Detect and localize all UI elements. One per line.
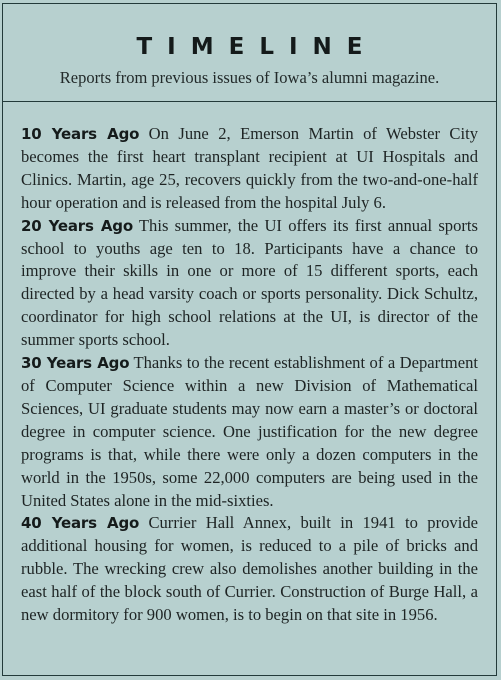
timeline-entry-40-years: [21, 512, 478, 627]
page-title: TIMELINE: [136, 34, 378, 60]
timeline-entry-20-years: [21, 215, 478, 352]
entry-heading: 40 Years Ago: [21, 514, 140, 533]
entry-text: Thanks to the recent establishment of a Department of Computer Science within a new Division of Mathematical Sciences, UI graduate students may now earn a master’s or doctoral degree in computer science. One justification for the new degree programs is that, while there were only a dozen computers in the world in the 1950s, some 22,000 computers are being used in the United States alone in the mid-sixties.: [21, 353, 478, 510]
page-subtitle: Reports from previous issues of Iowa’s alumni magazine.: [59, 68, 440, 87]
entry-heading: 30 Years Ago: [21, 354, 130, 373]
entry-text: On June 2, Emerson Martin of Webster City becomes the first heart transplant recipient at UI Hospitals and Clinics. Martin, age 25, recovers quickly from the two-and-one-half hour operation and is released from the hospital July 6.: [21, 124, 478, 212]
timeline-entry-30-years: [21, 352, 478, 512]
timeline-entry-10-years: [21, 123, 478, 215]
timeline-header: [2, 3, 497, 102]
timeline-entries: [21, 123, 478, 627]
entry-text: Currier Hall Annex, built in 1941 to provide additional housing for women, is reduced to a pile of bricks and rubble. The wrecking crew also demolishes another building in the east half of the block south of Currier. Construction of Burge Hall, a new dormitory for 900 women, is to begin on that site in 1956.: [21, 513, 478, 625]
entry-heading: 20 Years Ago: [21, 216, 133, 235]
entry-text: This summer, the UI offers its first annual sports school to youths age ten to 18. Participants have a chance to improve their skills in one or more of 15 different sports, each directed by a head varsity coach or sports personality. Dick Schultz, coordinator for high school relations at the UI, is director of the summer sports school.: [21, 215, 478, 350]
entry-heading: 10 Years Ago: [21, 125, 140, 143]
